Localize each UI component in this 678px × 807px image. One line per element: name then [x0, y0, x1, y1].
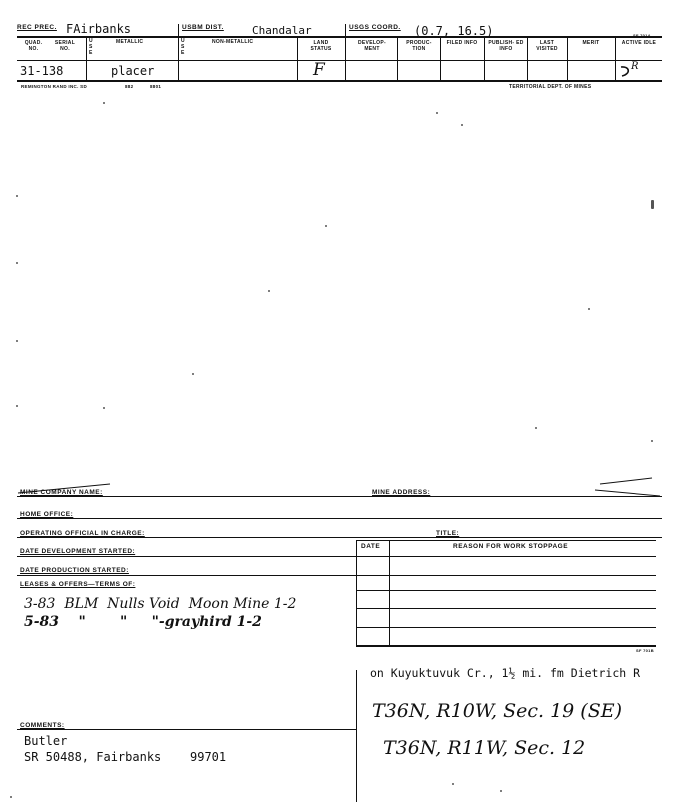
- mine-company-name-label: MINE COMPANY NAME:: [20, 489, 103, 496]
- lease-line-1: 3-83 BLM Nulls Void Moon Mine 1-2: [24, 596, 297, 612]
- rec-prec-label: REC PREC.: [17, 24, 57, 31]
- mine-address-label: MINE ADDRESS:: [372, 489, 431, 496]
- lease-line-2: 5-83 " " "-grayhird 1-2: [24, 614, 262, 630]
- serial-no-label: SERIAL NO.: [54, 40, 76, 52]
- comments-line-1: Butler: [24, 734, 68, 748]
- comments-line-2: SR 50488, Fairbanks: [24, 750, 162, 764]
- comments-label: COMMENTS:: [20, 722, 65, 729]
- use-letters-nonmetallic: U S E: [181, 38, 185, 56]
- stoppage-date-header: DATE: [361, 543, 381, 550]
- land-status-label: LAND STATUS: [310, 40, 332, 52]
- home-office-label: HOME OFFICE:: [20, 511, 74, 518]
- development-label: DEVELOP- MENT: [358, 40, 386, 52]
- non-metallic-label: NON-METALLIC: [212, 39, 254, 45]
- rec-prec-value: FAirbanks: [66, 22, 132, 36]
- usbm-dist-label: USBM DIST.: [182, 24, 224, 31]
- last-visited-label: LAST VISITED: [536, 40, 558, 52]
- production-label: PRODUC- TION: [406, 40, 432, 52]
- merit-label: MERIT: [582, 40, 600, 46]
- use-letters-metallic: U S E: [89, 38, 93, 56]
- active-idle-value: R: [631, 61, 639, 72]
- leases-offers-label: LEASES & OFFERS—TERMS OF:: [20, 581, 136, 588]
- operating-official-label: OPERATING OFFICIAL IN CHARGE:: [20, 530, 145, 537]
- usgs-coord-value: (0.7, 16.5): [414, 24, 494, 38]
- printer-code-a: 882: [125, 84, 134, 89]
- form-number-bottom: SF 701B: [636, 648, 654, 653]
- published-info-label: PUBLISH- ED INFO: [488, 40, 524, 52]
- printer-code-b: 8801: [150, 84, 162, 89]
- printer-imprint: REMINGTON RAND INC. SD: [21, 84, 88, 89]
- date-development-started-label: DATE DEVELOPMENT STARTED:: [20, 548, 136, 555]
- metallic-value: placer: [111, 64, 155, 78]
- location-hand-1: T36N, R10W, Sec. 19 (SE): [372, 700, 623, 722]
- location-typed: on Kuyuktuvuk Cr., 1½ mi. fm Dietrich R: [370, 666, 641, 680]
- form-number-top: SF 701A: [633, 33, 651, 38]
- active-idle-mark: [618, 64, 638, 82]
- date-production-started-label: DATE PRODUCTION STARTED:: [20, 567, 129, 574]
- stoppage-reason-header: REASON FOR WORK STOPPAGE: [453, 543, 569, 550]
- quad-no-label: QUAD. NO.: [24, 40, 43, 52]
- usbm-dist-value: Chandalar: [252, 24, 312, 37]
- metallic-label: METALLIC: [116, 39, 144, 45]
- location-hand-2: T36N, R11W, Sec. 12: [383, 737, 586, 759]
- active-idle-label: ACTIVE IDLE: [621, 40, 657, 46]
- department-imprint: TERRITORIAL DEPT. OF MINES: [509, 84, 592, 90]
- usgs-coord-label: USGS COORD.: [349, 24, 401, 31]
- quad-serial-value: 31-138: [20, 64, 64, 78]
- land-status-value: F: [313, 60, 325, 80]
- filed-info-label: FILED INFO: [446, 40, 478, 46]
- title-label: TITLE:: [436, 530, 460, 537]
- comments-zip: 99701: [190, 750, 227, 764]
